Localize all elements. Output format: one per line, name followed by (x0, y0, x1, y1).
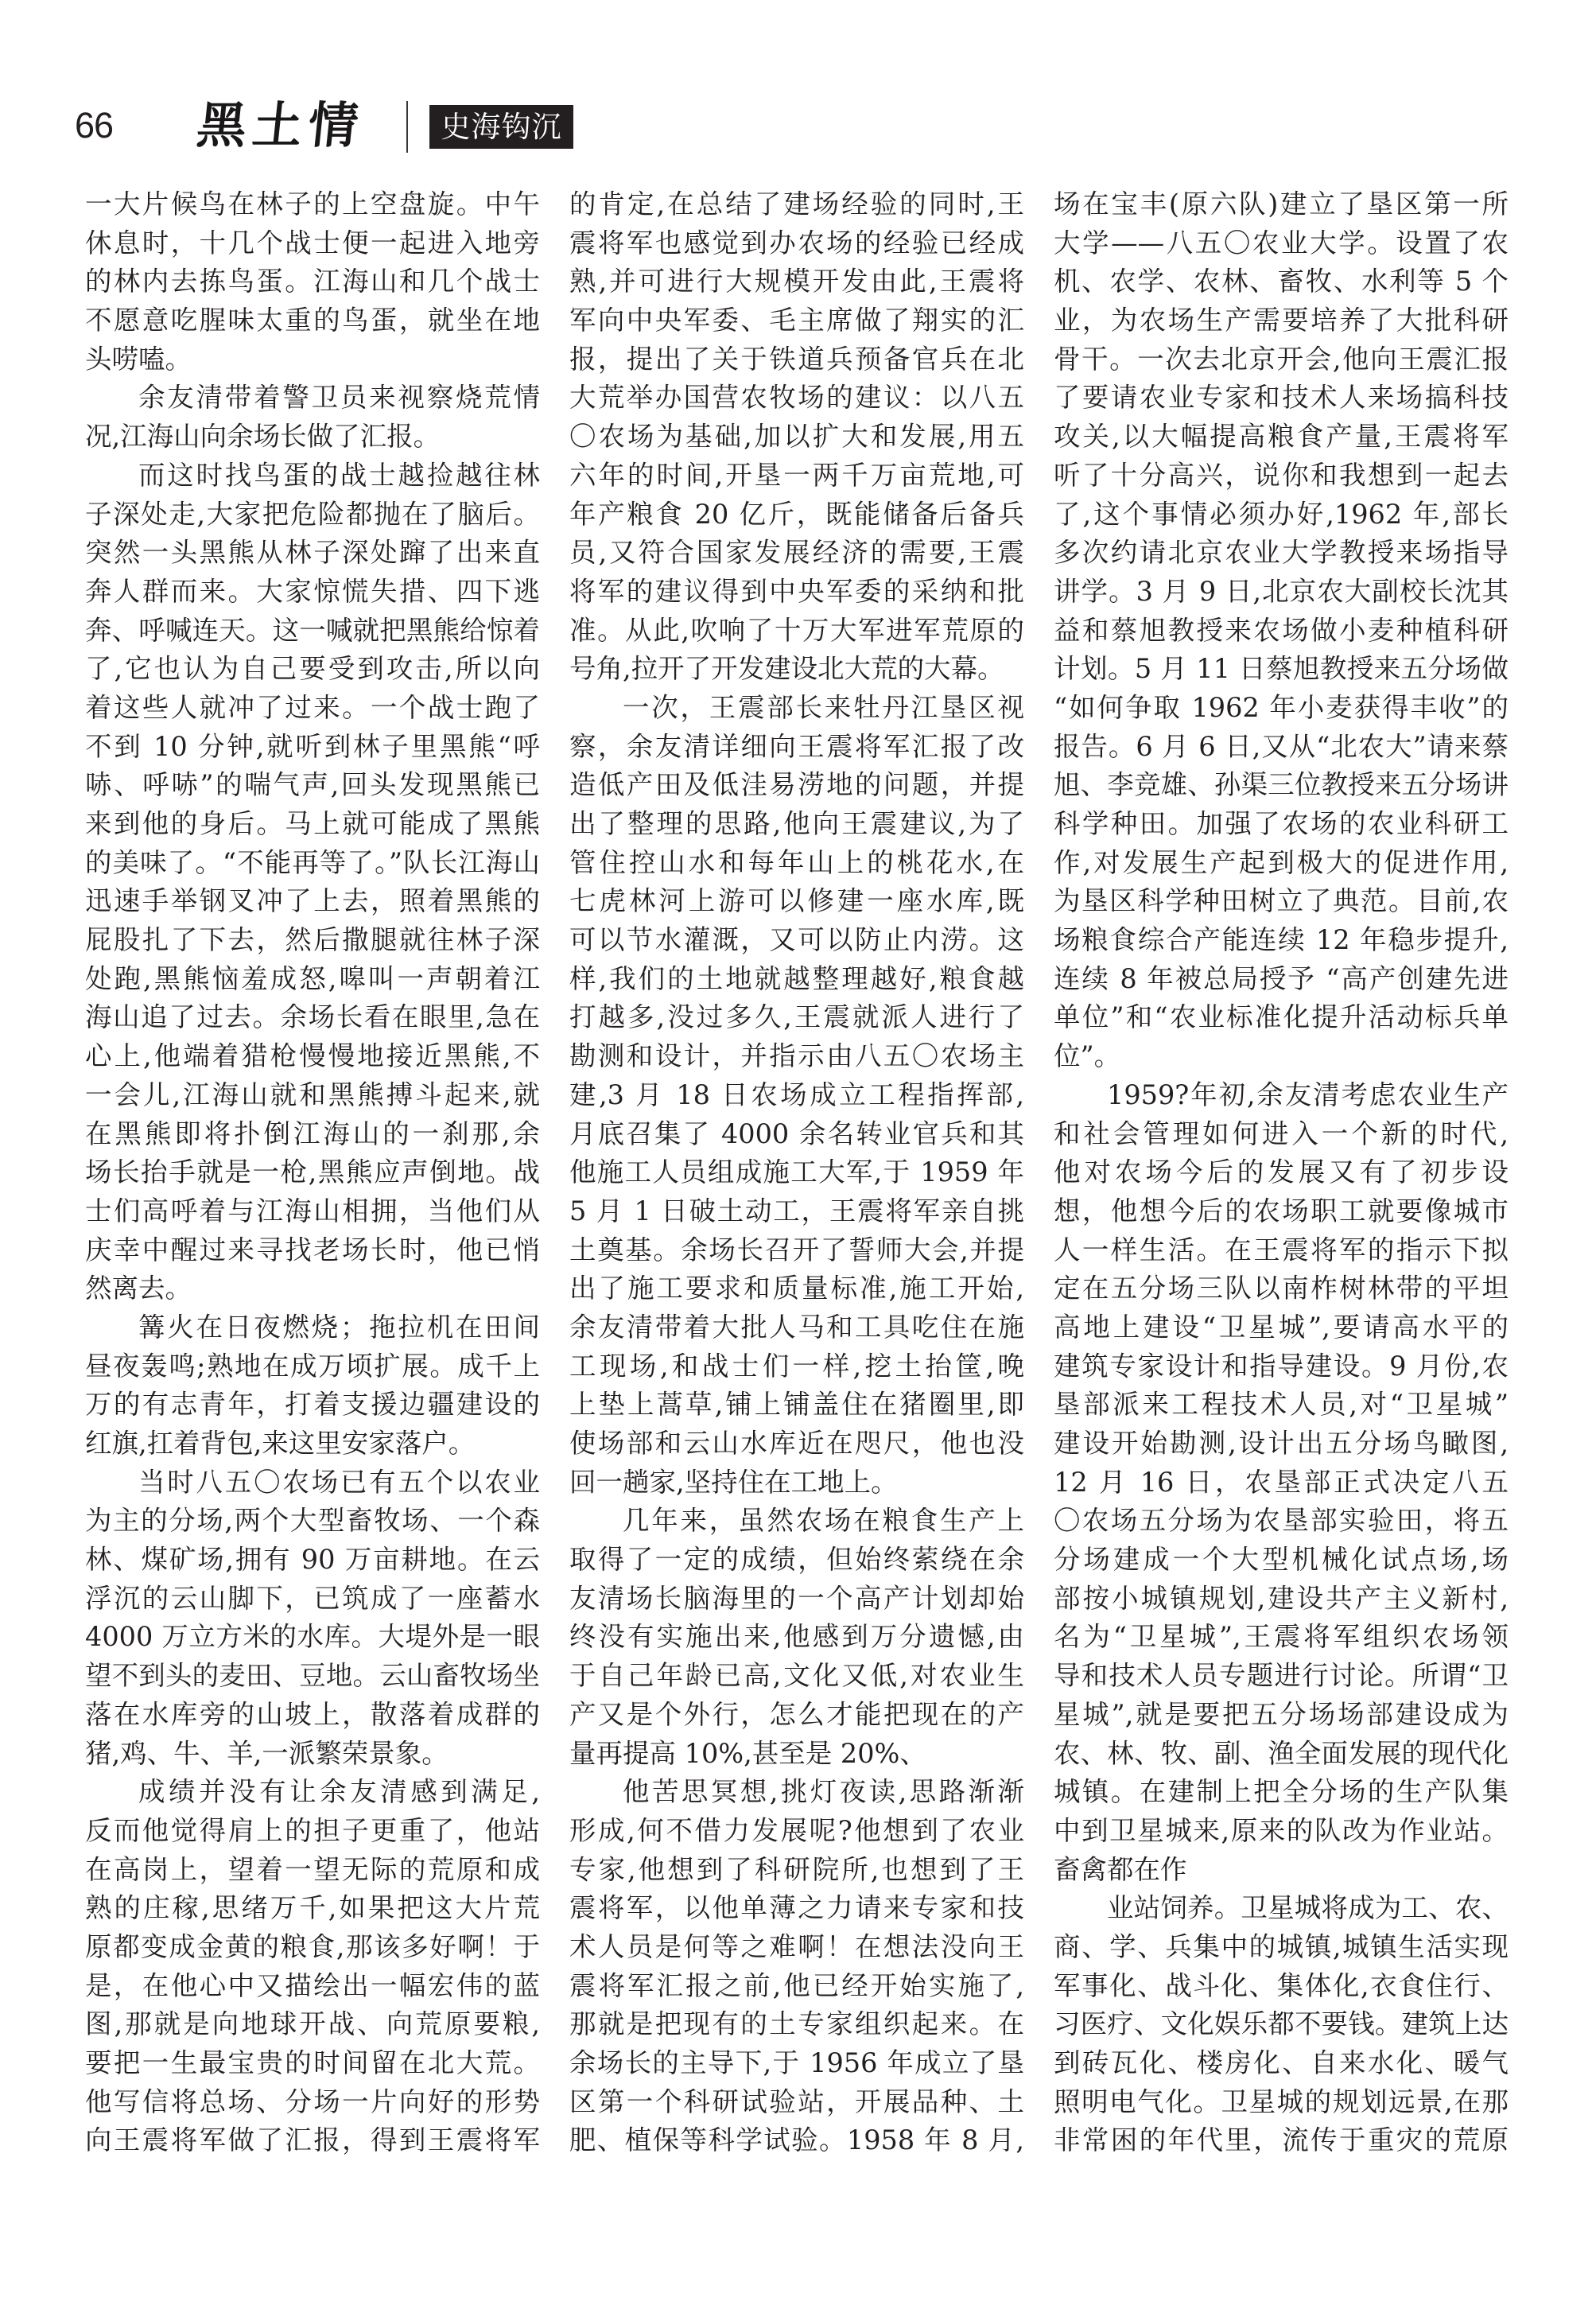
section-label: 史海钩沉 (429, 105, 573, 149)
text-line: 样,我们的土地就越整理越好,粮食越 (569, 962, 1024, 994)
text-line: 管住控山水和每年山上的桃花水,在 (569, 846, 1024, 878)
paragraph (569, 185, 1024, 689)
text-line: 万的有志青年，打着支援边疆建设的 (85, 1389, 540, 1421)
text-line: 农、林、牧、副、渔全面发展的现代化 (1054, 1737, 1509, 1769)
text-line: 子深处走,大家把危险都抛在了脑后。 (85, 498, 540, 530)
text-line: 益和蔡旭教授来农场做小麦种植科研 (1054, 614, 1509, 646)
text-line: 了要请农业专家和技术人来场搞科技 (1054, 382, 1509, 414)
text-line: 使场部和云山水库近在咫尺，他也没 (569, 1428, 1024, 1459)
text-column (1054, 185, 1509, 2160)
text-line: 商、学、兵集中的城镇,城镇生活实现 (1054, 1930, 1509, 1962)
text-line: 出了整理的思路,他向王震建议,为了 (569, 808, 1024, 839)
text-line: 报告。6 月 6 日,又从“北农大”请来蔡 (1054, 730, 1509, 762)
text-line: 年产粮食 20 亿斤，既能储备后备兵 (569, 498, 1024, 530)
text-column (85, 185, 540, 2160)
text-line: 迅速手举钢叉冲了上去，照着黑熊的 (85, 885, 540, 917)
text-line: 中到卫星城来,原来的队改为作业站。 (1054, 1814, 1509, 1846)
paragraph (1054, 185, 1509, 1076)
paragraph (1054, 1889, 1509, 2160)
text-line: 来到他的身后。马上就可能成了黑熊 (85, 808, 540, 839)
text-line: 他对农场今后的发展又有了初步设 (1054, 1156, 1509, 1188)
text-line: 余友清带着警卫员来视察烧荒情 (138, 382, 540, 414)
text-line: 区第一个科研试验站，开展品种、土 (569, 2085, 1024, 2117)
text-line: 定在五分场三队以南柞树林带的平坦 (1054, 1273, 1509, 1304)
text-line: 量再提高 10%,甚至是 20%、 (569, 1737, 926, 1769)
paragraph (85, 185, 540, 379)
text-line: 旭、李竞雄、孙渠三位教授来五分场讲 (1054, 769, 1509, 801)
text-line: 可以节水灌溉，又可以防止内涝。这 (569, 924, 1024, 956)
text-line: 奔人群而来。大家惊慌失措、四下逃 (85, 575, 540, 607)
text-line: 七虎林河上游可以修建一座水库,既 (569, 885, 1024, 917)
text-line: “如何争取 1962 年小麦获得丰收”的 (1054, 691, 1509, 723)
text-line: 一次，王震部长来牡丹江垦区视 (623, 691, 1024, 723)
text-line: 产又是个外行，怎么才能把现在的产 (569, 1698, 1024, 1730)
text-line: 畜禽都在作 (1054, 1853, 1187, 1885)
text-line: 友清场长脑海里的一个高产计划却始 (569, 1582, 1024, 1614)
text-line: 名为“卫星城”,王震将军组织农场领 (1054, 1621, 1509, 1653)
text-line: 5 月 1 日破土动工，王震将军亲自挑 (569, 1195, 1024, 1226)
text-line: 场长抬手就是一枪,黑熊应声倒地。战 (85, 1156, 540, 1188)
text-line: 向王震将军做了汇报，得到王震将军 (85, 2124, 540, 2156)
text-line: 海山追了过去。余场长看在眼里,急在 (85, 1001, 540, 1033)
text-line: 勘测和设计，并指示由八五〇农场主 (569, 1040, 1024, 1072)
text-line: 和社会管理如何进入一个新的时代, (1054, 1118, 1509, 1149)
text-line: 作,对发展生产起到极大的促进作用, (1054, 846, 1509, 878)
text-line: 林、煤矿场,拥有 90 万亩耕地。在云 (85, 1544, 540, 1576)
text-line: 月底召集了 4000 余名转业官兵和其 (569, 1118, 1024, 1149)
text-line: 屁股扎了下去，然后撒腿就往林子深 (85, 924, 540, 956)
text-line: 熟,并可进行大规模开发由此,王震将 (569, 266, 1024, 297)
paragraph (569, 1502, 1024, 1773)
text-line: 不愿意吃腥味太重的鸟蛋，就坐在地 (85, 305, 540, 336)
text-line: 一会儿,江海山就和黑熊搏斗起来,就 (85, 1079, 540, 1110)
text-line: 熟的庄稼,思绪万千,如果把这大片荒 (85, 1892, 540, 1924)
text-line: 术人员是何等之难啊！在想法没向王 (569, 1930, 1024, 1962)
text-line: 场在宝丰(原六队)建立了垦区第一所 (1054, 189, 1509, 220)
text-line: 攻关,以大幅提高粮食产量,王震将军 (1054, 421, 1509, 453)
paragraph (85, 1308, 540, 1464)
text-line: 垦部派来工程技术人员,对“卫星城” (1054, 1389, 1509, 1421)
paragraph (85, 379, 540, 456)
text-line: 机、农学、农林、畜牧、水利等 5 个 (1054, 266, 1509, 297)
text-line: 当时八五〇农场已有五个以农业 (138, 1466, 540, 1498)
text-line: 回一趟家,坚持住在工地上。 (569, 1466, 898, 1498)
text-line: 而这时找鸟蛋的战士越捡越往林 (138, 459, 540, 491)
paragraph (85, 1464, 540, 1774)
text-line: 1959?年初,余友清考虑农业生产 (1107, 1079, 1509, 1110)
text-line: 人一样生活。在王震将军的指示下拟 (1054, 1234, 1509, 1265)
text-line: 篝火在日夜燃烧；拖拉机在田间 (138, 1311, 540, 1343)
text-line: 为主的分场,两个大型畜牧场、一个森 (85, 1505, 540, 1537)
text-line: 星城”,就是要把五分场场部建设成为 (1054, 1698, 1509, 1730)
text-line: 震将军汇报之前,他已经开始实施了, (569, 1969, 1024, 2001)
text-line: 骨干。一次去北京开会,他向王震汇报 (1054, 343, 1509, 375)
text-line: 处跑,黑熊恼羞成怒,嗥叫一声朝着江 (85, 962, 540, 994)
text-line: 高地上建设“卫星城”,要请高水平的 (1054, 1311, 1509, 1343)
text-line: 科学种田。加强了农场的农业科研工 (1054, 808, 1509, 839)
text-line: 余场长的主导下,于 1956 年成立了垦 (569, 2047, 1024, 2078)
text-line: 建筑专家设计和指导建设。9 月份,农 (1054, 1350, 1509, 1382)
text-line: 大学——八五〇农业大学。设置了农 (1054, 227, 1509, 258)
page-number: 66 (75, 105, 114, 146)
text-line: 员,又符合国家发展经济的需要,王震 (569, 537, 1024, 569)
text-line: 准。从此,吹响了十万大军进军荒原的 (569, 614, 1024, 646)
text-line: 头唠嗑。 (85, 343, 192, 375)
text-line: 落在水库旁的山坡上，散落着成群的 (85, 1698, 540, 1730)
text-line: 工现场,和战士们一样,挖土抬筐,晚 (569, 1350, 1024, 1382)
text-line: 一大片候鸟在林子的上空盘旋。中午 (85, 189, 540, 220)
paragraph (569, 1773, 1024, 2160)
text-line: 原都变成金黄的粮食,那该多好啊！于 (85, 1930, 540, 1962)
text-line: 形成,何不借力发展呢?他想到了农业 (569, 1814, 1024, 1846)
text-line: 要把一生最宝贵的时间留在北大荒。 (85, 2047, 540, 2078)
text-line: 报，提出了关于铁道兵预备官兵在北 (569, 343, 1024, 375)
text-line: 的肯定,在总结了建场经验的同时,王 (569, 189, 1024, 220)
text-line: 望不到头的麦田、豆地。云山畜牧场坐 (85, 1660, 540, 1692)
text-line: 12 月 16 日，农垦部正式决定八五 (1054, 1466, 1509, 1498)
text-line: 士们高呼着与江海山相拥，当他们从 (85, 1195, 540, 1226)
text-line: 突然一头黑熊从林子深处蹿了出来直 (85, 537, 540, 569)
text-line: 大荒举办国营农牧场的建议：以八五 (569, 382, 1024, 414)
text-line: 为垦区科学种田树立了典范。目前,农 (1054, 885, 1509, 917)
text-line: 建设开始勘测,设计出五分场鸟瞰图, (1054, 1428, 1509, 1459)
text-line: 震将军，以他单薄之力请来专家和技 (569, 1892, 1024, 1924)
text-line: 出了施工要求和质量标准,施工开始, (569, 1273, 1024, 1304)
text-line: 建,3 月 18 日农场成立工程指挥部, (569, 1079, 1024, 1110)
text-line: 心上,他端着猎枪慢慢地接近黑熊,不 (85, 1040, 540, 1072)
text-line: 肥、植保等科学试验。1958 年 8 月, (569, 2124, 1024, 2156)
text-line: 他施工人员组成施工大军,于 1959 年 (569, 1156, 1024, 1188)
text-line: 哧、呼哧”的喘气声,回头发现黑熊已 (85, 769, 540, 801)
text-line: 红旗,扛着背包,来这里安家落户。 (85, 1428, 476, 1459)
text-line: 4000 万立方米的水库。大堤外是一眼 (85, 1621, 540, 1653)
text-line: 猪,鸡、牛、羊,一派繁荣景象。 (85, 1737, 449, 1769)
text-line: 照明电气化。卫星城的规划远景,在那 (1054, 2085, 1509, 2117)
text-line: 反而他觉得肩上的担子更重了，他站 (85, 1814, 540, 1846)
text-line: 不到 10 分钟,就听到林子里黑熊“呼 (85, 730, 540, 762)
text-line: 连续 8 年被总局授予 “高产创建先进 (1054, 962, 1509, 994)
text-line: 是，在他心中又描绘出一幅宏伟的蓝 (85, 1969, 540, 2001)
text-line: 到砖瓦化、楼房化、自来水化、暖气 (1054, 2047, 1509, 2078)
text-line: 于自己年龄已高,文化又低,对农业生 (569, 1660, 1024, 1692)
text-line: 多次约请北京农业大学教授来场指导 (1054, 537, 1509, 569)
text-line: 他写信将总场、分场一片向好的形势 (85, 2085, 540, 2117)
text-line: 将军的建议得到中央军委的采纳和批 (569, 575, 1024, 607)
text-line: 专家,他想到了科研院所,也想到了王 (569, 1853, 1024, 1885)
text-line: 休息时，十几个战士便一起进入地旁 (85, 227, 540, 258)
text-line: 上垫上蒿草,铺上铺盖住在猪圈里,即 (569, 1389, 1024, 1421)
text-line: 业，为农场生产需要培养了大批科研 (1054, 305, 1509, 336)
text-line: 打越多,没过多久,王震就派人进行了 (569, 1001, 1024, 1033)
text-line: 的林内去拣鸟蛋。江海山和几个战士 (85, 266, 540, 297)
text-line: 昼夜轰鸣;熟地在成万顷扩展。成千上 (85, 1350, 540, 1382)
text-line: 城镇。在建制上把全分场的生产队集 (1054, 1776, 1509, 1808)
text-line: 部按小城镇规划,建设共产主义新村, (1054, 1582, 1509, 1614)
text-line: 庆幸中醒过来寻找老场长时，他已悄 (85, 1234, 540, 1265)
text-line: 军向中央军委、毛主席做了翔实的汇 (569, 305, 1024, 336)
text-line: 奔、呼喊连天。这一喊就把黑熊给惊着 (85, 614, 540, 646)
text-line: 造低产田及低洼易涝地的问题，并提 (569, 769, 1024, 801)
text-line: 察，余友清详细向王震将军汇报了改 (569, 730, 1024, 762)
text-line: 六年的时间,开垦一两千万亩荒地,可 (569, 459, 1024, 491)
text-line: 非常困的年代里，流传于重灾的荒原 (1054, 2124, 1509, 2156)
text-line: 土奠基。余场长召开了誓师大会,并提 (569, 1234, 1024, 1265)
text-line: 浮沉的云山脚下，已筑成了一座蓄水 (85, 1582, 540, 1614)
text-line: 听了十分高兴，说你和我想到一起去 (1054, 459, 1509, 491)
paragraph (85, 457, 540, 1308)
text-line: 导和技术人员专题进行讨论。所谓“卫 (1054, 1660, 1509, 1692)
text-line: 想，他想今后的农场职工就要像城市 (1054, 1195, 1509, 1226)
text-line: 〇农场为基础,加以扩大和发展,用五 (569, 421, 1024, 453)
text-line: 场粮食综合产能连续 12 年稳步提升, (1054, 924, 1509, 956)
text-line: 单位”和“农业标准化提升活动标兵单 (1054, 1001, 1509, 1033)
text-line: 位”。 (1054, 1040, 1121, 1072)
text-line: 讲学。3 月 9 日,北京农大副校长沈其 (1054, 575, 1509, 607)
magazine-logo: 黑土情 (194, 96, 367, 154)
paragraph (1054, 1076, 1509, 1889)
text-line: 了,它也认为自己要受到攻击,所以向 (85, 653, 540, 685)
text-line: 〇农场五分场为农垦部实验田，将五 (1054, 1505, 1509, 1537)
text-line: 在黑熊即将扑倒江海山的一刹那,余 (85, 1118, 540, 1149)
text-line: 在高岗上，望着一望无际的荒原和成 (85, 1853, 540, 1885)
text-line: 他苦思冥想,挑灯夜读,思路渐渐 (623, 1776, 1024, 1808)
text-line: 习医疗、文化娱乐都不要钱。建筑上达 (1054, 2008, 1509, 2040)
text-line: 成绩并没有让余友清感到满足, (138, 1776, 540, 1808)
text-line: 震将军也感觉到办农场的经验已经成 (569, 227, 1024, 258)
text-line: 取得了一定的成绩，但始终萦绕在余 (569, 1544, 1024, 1576)
text-line: 军事化、战斗化、集体化,衣食住行、 (1054, 1969, 1509, 2001)
paragraph (569, 689, 1024, 1502)
text-line: 着这些人就冲了过来。一个战士跑了 (85, 691, 540, 723)
text-line: 几年来，虽然农场在粮食生产上 (623, 1505, 1024, 1537)
text-line: 图,那就是向地球开战、向荒原要粮, (85, 2008, 540, 2040)
text-line: 分场建成一个大型机械化试点场,场 (1054, 1544, 1509, 1576)
text-line: 那就是把现有的土专家组织起来。在 (569, 2008, 1024, 2040)
text-line: 余友清带着大批人马和工具吃住在施 (569, 1311, 1024, 1343)
text-line: 业站饲养。卫星城将成为工、农、 (1107, 1892, 1509, 1924)
text-line: 况,江海山向余场长做了汇报。 (85, 421, 441, 453)
text-line: 的美味了。“不能再等了。”队长江海山 (85, 846, 540, 878)
text-line: 计划。5 月 11 日蔡旭教授来五分场做 (1054, 653, 1509, 685)
text-line: 了,这个事情必须办好,1962 年,部长 (1054, 498, 1509, 530)
text-column (569, 185, 1024, 2160)
text-line: 号角,拉开了开发建设北大荒的大幕。 (569, 653, 1004, 685)
text-line: 终没有实施出来,他感到万分遗憾,由 (569, 1621, 1024, 1653)
header-divider (406, 101, 408, 153)
paragraph (85, 1773, 540, 2160)
text-line: 然离去。 (85, 1273, 192, 1304)
